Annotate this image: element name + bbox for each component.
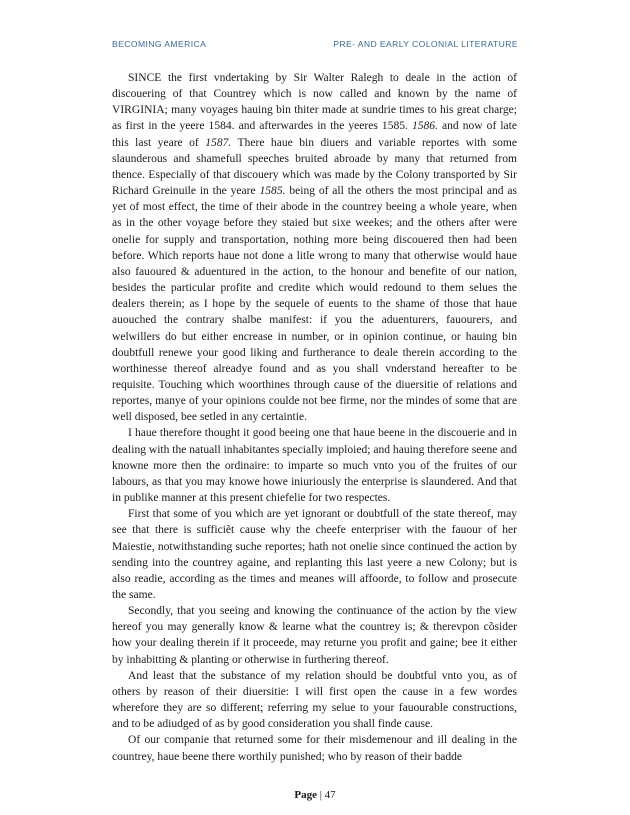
page-label: Page bbox=[294, 789, 317, 801]
paragraph-4: Secondly, that you seeing and knowing the continuance of the action by the view hereof you may generally know & learne what the countrey is; & therevpon cõsider how your dealing therein if it proceede, may returne you profit and gaine; bee it either by inhabitting & planting or otherwise in furthering thereof. bbox=[112, 605, 517, 666]
page-number: 47 bbox=[324, 789, 336, 801]
paragraph-2: I haue therefore thought it good beeing one that haue beene in the discouerie and in dealing with the natuall inhabitantes specially imploied; and hauing therefore seene and knowne more then the ordinaire: to imparte so much vnto you of the fruites of our labours, as that you may knowe howe iniuriously the enterprise is slaundered. And that in publike manner at this present chiefelie for two respectes. bbox=[112, 427, 517, 505]
header-book-title: BECOMING AMERICA bbox=[112, 39, 207, 49]
paragraph-5: And least that the substance of my relation should be doubtful vnto you, as of others by reason of their diuersitie: I will first open the cause in a few wordes wherefore they are so different; referring my selue to your fauourable constructions, and to be adiudged of as by good consideration you shall finde cause. bbox=[112, 669, 517, 731]
page-separator: | bbox=[319, 789, 322, 801]
paragraph-6: Of our companie that returned some for their misdemenour and ill dealing in the countrey, haue beene there worthily punished; who by reason of their badde bbox=[112, 734, 517, 763]
paragraph-1: SINCE the first vndertaking by Sir Walter Ralegh to deale in the action of discouering of that Countrey which is now called and known by the name of VIRGINIA; many voyages hauing bin thiter made at sundrie times to his great charge; as first in the yeere 1584. and afterwardes in the yeeres 1585. 1586. and now of late this last yeare of 1587. There haue bin diuers and variable reportes with some slaunderous and shamefull speeches bruited abroade by many that returned from thence. Especially of that discouery which was made by the Colony transported by Sir Richard Greinuile in the yeare 1585. being of all the others the most principal and as yet of most effect, the time of their abode in the countrey beeing a whole yeare, when as in the other voyage before they staied but sixe weekes; and the others after were onelie for supply and transportation, nothing more being discouered then had been before. Which reports haue not done a litle wrong to many that otherwise would haue also fauoured & aduentured in the action, to the honour and benefite of our nation, besides the particular profite and credite which would redound to them selues the dealers therein; as I hope by the sequele of euents to the shame of those that haue auouched the contrary shalbe manifest: if you the aduenturers, fauourers, and welwillers do but either encrease in number, or in opinion continue, or hauing bin doubtfull renewe your good liking and furtherance to deale therein according to the worthinesse thereof alreadye found and as you shall vnderstand hereafter to be requisite. Touching which woorthines through cause of the diuersitie of relations and reportes, manye of your opinions coulde not bee firme, nor the mindes of some that are well disposed, bee setled in any certaintie. bbox=[112, 72, 518, 424]
paragraph-3: First that some of you which are yet ignorant or doubtfull of the state thereof, may see that there is sufficiẽt cause why the cheefe enterpriser with the fauour of her Maiestie, notwithstanding suche reportes; hath not onelie since continued the action by sending into the countrey againe, and replanting this last yeere a new Colony; but is also readie, according as the times and meanes will affoorde, to follow and prosecute the same. bbox=[112, 508, 517, 601]
running-header bbox=[112, 39, 518, 49]
header-section-title: PRE- AND EARLY COLONIAL LITERATURE bbox=[333, 39, 518, 49]
page-footer bbox=[0, 789, 630, 801]
body-text bbox=[112, 70, 517, 765]
